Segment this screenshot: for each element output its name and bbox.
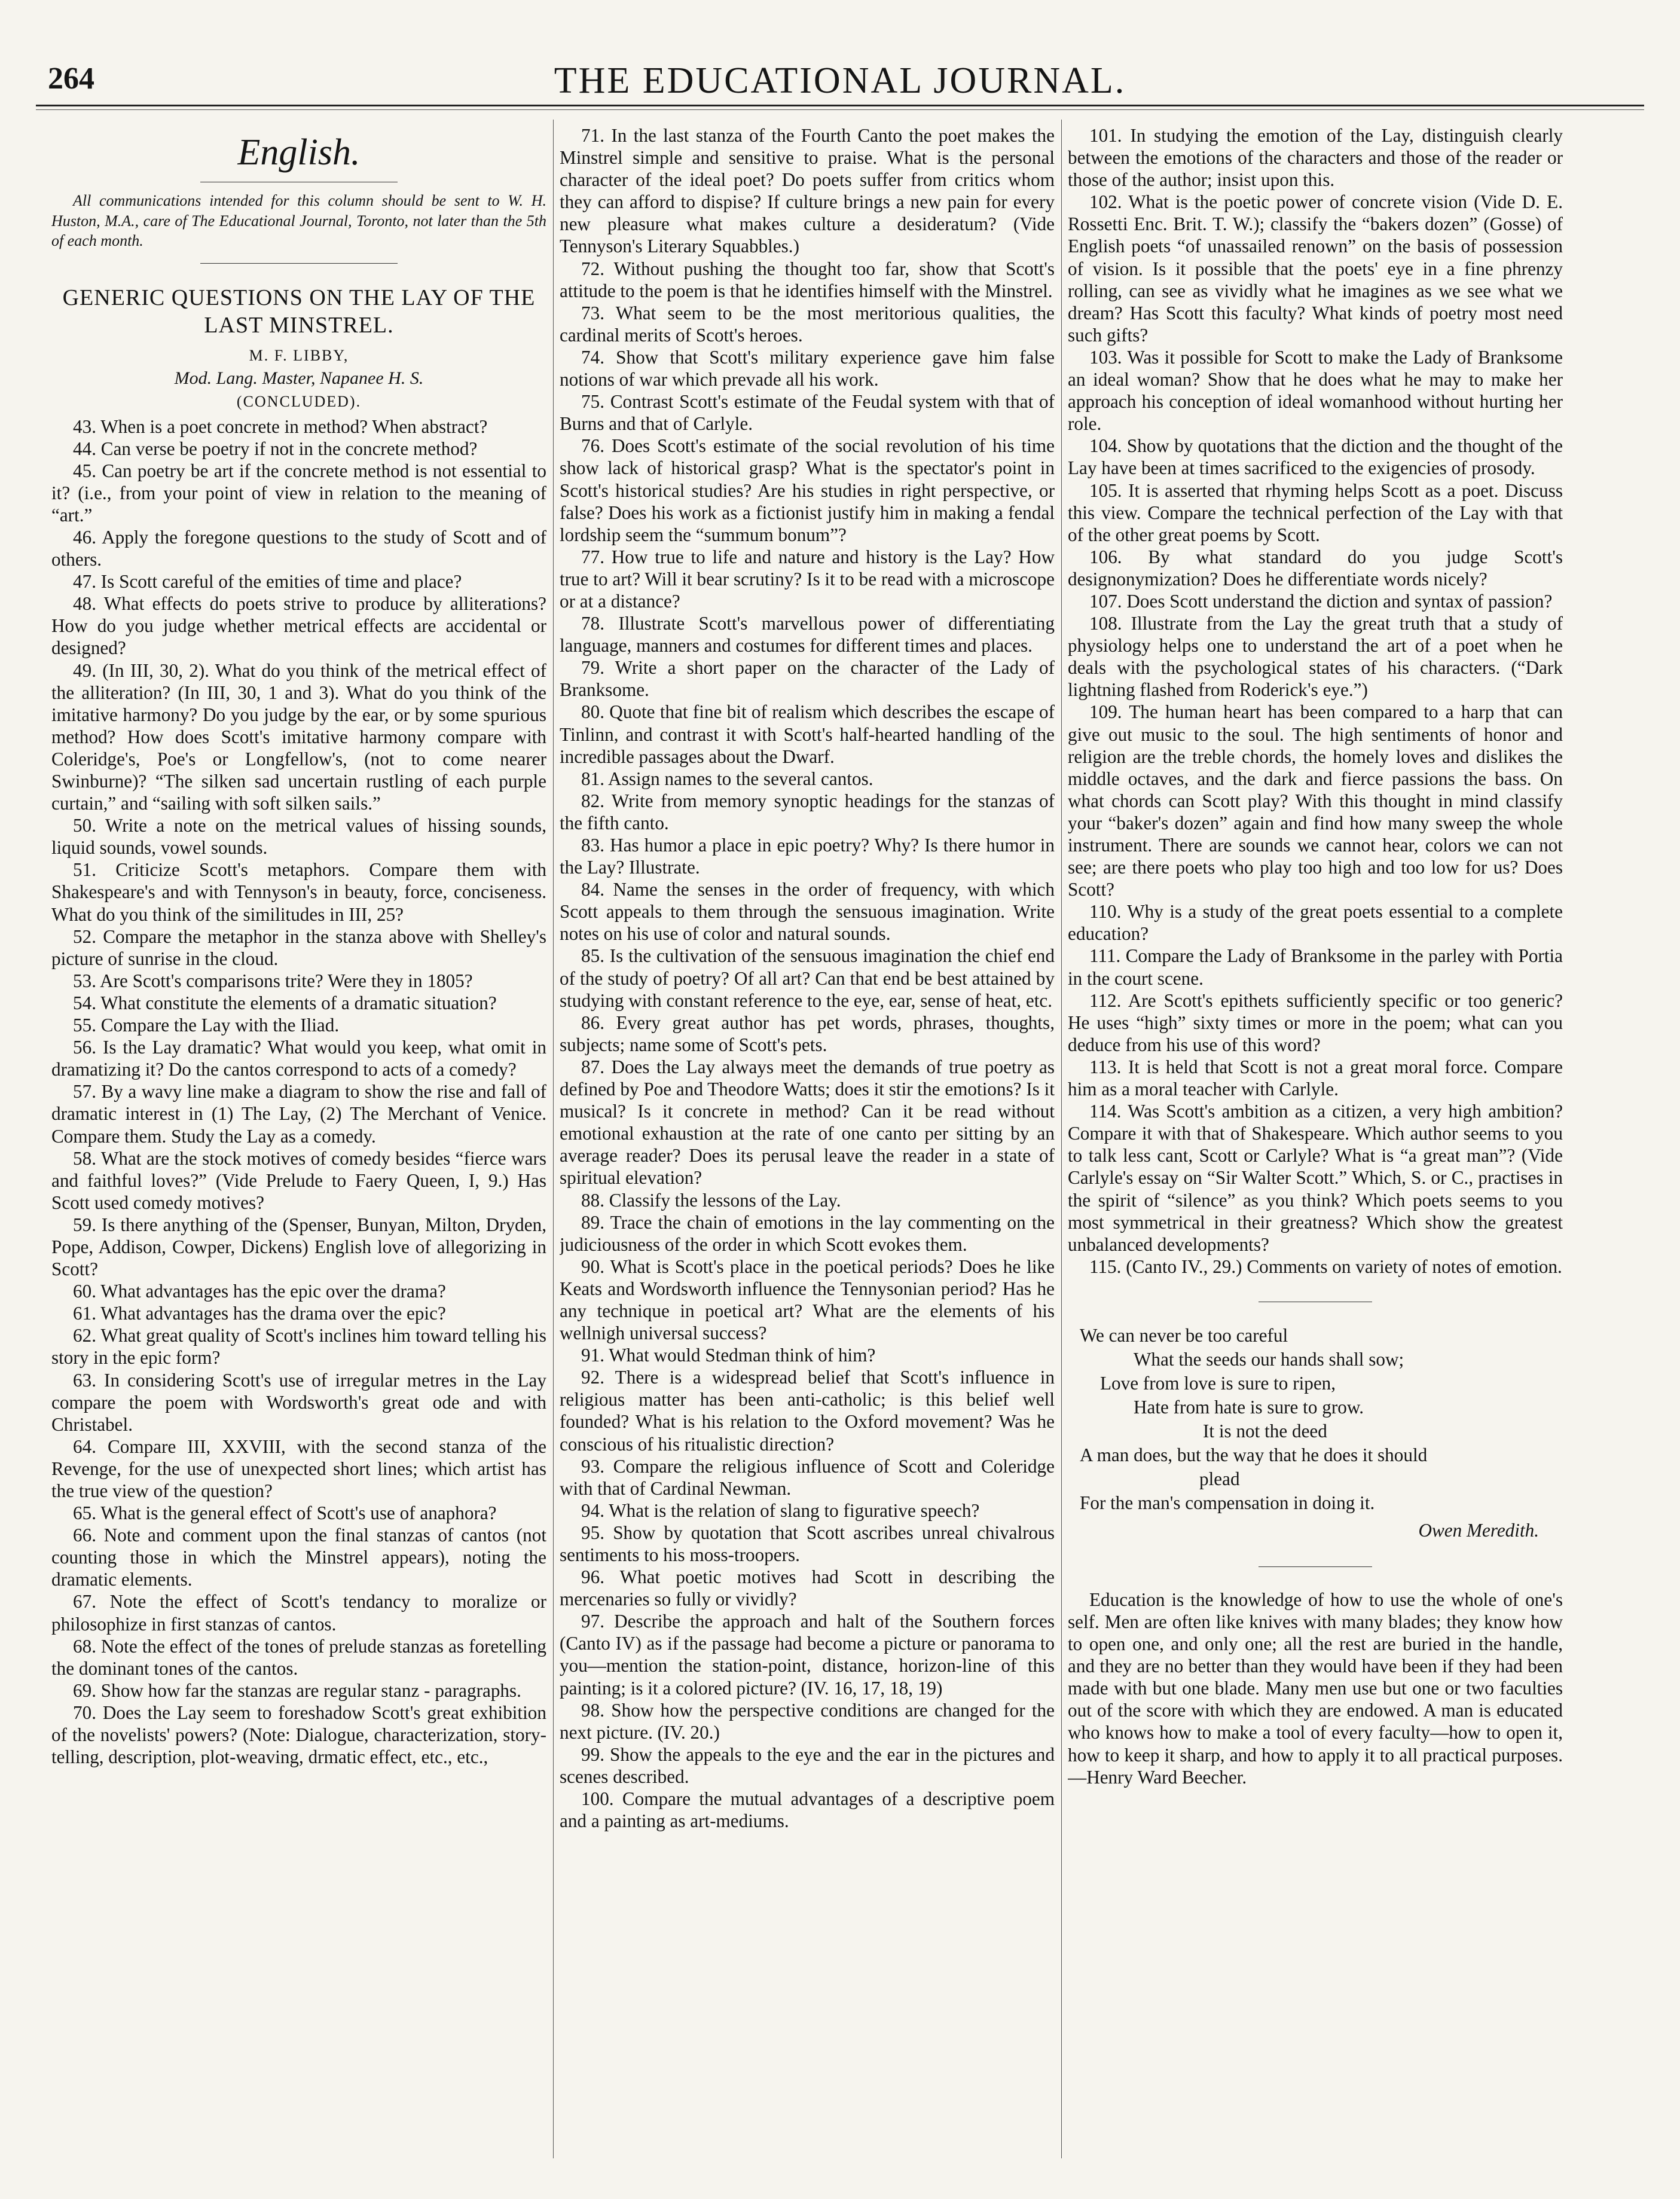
divider (200, 263, 398, 264)
page-number: 264 (48, 62, 94, 96)
column-three (1068, 124, 1563, 2157)
question-item: 53. Are Scott's comparisons trite? Were they in 1805? (73, 970, 473, 991)
question-item: 57. By a wavy line make a diagram to show the rise and fall of dramatic interest in (1) The Lay, (2) The Merchant of Venice. Compare them. Study the Lay as a comedy. (51, 1081, 546, 1147)
question-item: 99. Show the appeals to the eye and the ear in the pictures and scenes described. (560, 1743, 1055, 1787)
question-item: 90. What is Scott's place in the poetical periods? Does he like Keats and Wordsworth influence the Tennysonian period? Has he any technique in poetical art? What are the elements of his wellnigh universal success? (560, 1256, 1055, 1344)
header-rule (36, 105, 1644, 110)
question-item: 97. Describe the approach and halt of the Southern forces (Canto IV) as if the passage had become a picture or panorama to you—mention the station-point, distance, horizon-line of this painting; is it a colored picture? (IV. 16, 17, 18, 19) (560, 1611, 1055, 1699)
journal-title: THE EDUCATIONAL JOURNAL. (554, 60, 1126, 101)
question-item: 77. How true to life and nature and history is the Lay? How true to art? Will it bear scrutiny? Is it to be read with a microscope or at a distance? (560, 546, 1055, 612)
poem (1068, 1324, 1563, 1543)
question-item: 75. Contrast Scott's estimate of the Feudal system with that of Burns and that of Carlyle. (560, 391, 1055, 435)
question-item: 47. Is Scott careful of the emities of time and place? (73, 571, 462, 592)
question-item: 92. There is a widespread belief that Scott's influence in religious matter has been anti-catholic; is this belief well founded? What is his relation to the Oxford movement? Was he conscious of his ritualistic direction? (560, 1367, 1055, 1455)
question-item: 46. Apply the foregone questions to the study of Scott and of others. (51, 526, 546, 570)
question-item: 98. Show how the perspective conditions are changed for the next picture. (IV. 20.) (560, 1699, 1055, 1743)
question-item: 60. What advantages has the epic over the drama? (73, 1281, 446, 1302)
column-divider (553, 120, 554, 2158)
question-item: 72. Without pushing the thought too far, show that Scott's attitude to the poem is that he identifies himself with the Minstrel. (560, 258, 1055, 301)
question-item: 74. Show that Scott's military experience gave him false notions of war which prevade all his work. (560, 346, 1055, 390)
question-item: 86. Every great author has pet words, phrases, thoughts, subjects; name some of Scott's pets. (560, 1012, 1055, 1055)
article-status: (CONCLUDED). (236, 392, 362, 410)
question-item: 87. Does the Lay always meet the demands of true poetry as defined by Poe and Theodore Watts; does it stir the emotions? Is it musical? Is it concrete in method? Can it be read without emotional exhaustion at the rate of one canto per sitting by an average reader? Does its perusal leave the reader in a state of spiritual elevation? (560, 1056, 1055, 1189)
question-item: 67. Note the effect of Scott's tendancy to moralize or philosophize in first stanzas of cantos. (51, 1591, 546, 1635)
question-item: 110. Why is a study of the great poets essential to a complete education? (1068, 901, 1563, 945)
poem-line: We can never be too careful (1080, 1324, 1288, 1346)
article-title: GENERIC QUESTIONS ON THE LAY OF THE LAST MINSTREL. (62, 285, 536, 338)
question-item: 51. Criticize Scott's metaphors. Compare them with Shakespeare's and with Tennyson's in beauty, force, conciseness. What do you think of the similitudes in III, 25? (51, 859, 546, 925)
poem-line: For the man's compensation in doing it. (1080, 1492, 1375, 1513)
question-item: 50. Write a note on the metrical values of hissing sounds, liquid sounds, vowel sounds. (51, 815, 546, 859)
question-item: 79. Write a short paper on the character of the Lady of Branksome. (560, 657, 1055, 701)
question-item: 112. Are Scott's epithets sufficiently specific or too generic? He uses “high” sixty times or more in the poem; what can you deduce from his use of this word? (1068, 989, 1563, 1055)
question-item: 84. Name the senses in the order of frequency, with which Scott appeals to them through the sensuous imagination. Write notes on his use of color and natural sounds. (560, 879, 1055, 945)
question-item: 62. What great quality of Scott's inclines him toward telling his story in the epic form? (51, 1325, 546, 1369)
poem-line: plead (1199, 1468, 1240, 1489)
column-one (51, 124, 546, 2157)
question-item: 66. Note and comment upon the final stanzas of cantos (not counting those in which the Minstrel appears), noting the dramatic elements. (51, 1525, 546, 1590)
question-item: 88. Classify the lessons of the Lay. (581, 1189, 841, 1211)
question-item: 113. It is held that Scott is not a great moral force. Compare him as a moral teacher with Carlyle. (1068, 1056, 1563, 1100)
poem-line: What the seeds our hands shall sow; (1134, 1348, 1404, 1370)
question-item: 80. Quote that fine bit of realism which describes the escape of Tinlinn, and contrast it with Scott's half-hearted handling of the incredible passages about the Dwarf. (560, 701, 1055, 767)
question-item: 108. Illustrate from the Lay the great truth that a study of physiology helps one to understand the art of a poet when he deals with the psychological states of his characters. (“Dark lightning flashed from Roderick's eye.”) (1068, 613, 1563, 701)
question-item: 76. Does Scott's estimate of the social revolution of his time show lack of historical grasp? What is the spectator's point in Scott's historical studies? Are his studies in right perspective, or false? Does his work as a fictionist justify him in making a fendal lordship seem the “summum bonum”? (560, 435, 1055, 545)
question-item: 91. What would Stedman think of him? (581, 1345, 876, 1366)
question-item: 115. (Canto IV., 29.) Comments on variety of notes of emotion. (1089, 1256, 1562, 1277)
question-item: 82. Write from memory synoptic headings for the stanzas of the fifth canto. (560, 790, 1055, 833)
question-item: 45. Can poetry be art if the concrete method is not essential to it? (i.e., from your point of view in relation to the meaning of “art.” (51, 460, 546, 526)
question-item: 111. Compare the Lady of Branksome in the parley with Portia in the court scene. (1068, 945, 1563, 989)
question-item: 105. It is asserted that rhyming helps Scott as a poet. Discuss this view. Compare the technical perfection of the Lay with that of the other great poems by Scott. (1068, 479, 1563, 545)
divider (1259, 1566, 1372, 1567)
question-item: 48. What effects do poets strive to produce by alliterations? How do you judge whether metrical effects are accidental or designed? (51, 593, 546, 659)
poem-attribution: Owen Meredith. (1418, 1519, 1539, 1541)
poem-line: Love from love is sure to ripen, (1100, 1372, 1336, 1394)
question-item: 69. Show how far the stanzas are regular stanz - paragraphs. (73, 1679, 521, 1701)
poem-line: Hate from hate is sure to grow. (1134, 1396, 1364, 1418)
question-item: 68. Note the effect of the tones of prelude stanzas as foretelling the dominant tones of the cantos. (51, 1635, 546, 1679)
question-item: 64. Compare III, XXVIII, with the second stanza of the Revenge, for the use of unexpected short lines; which artist has the true view of the question? (51, 1436, 546, 1501)
column-divider (1061, 120, 1062, 2158)
question-item: 49. (In III, 30, 2). What do you think of the metrical effect of the alliteration? (In III, 30, 1 and 3). What do you think of the imitative harmony? Do you judge by the ear, or by some spurious method? How does Scott's imitative harmony compare with Coleridge's, Poe's or Longfellow's, (not to come nearer Swinburne)? “The silken sad uncertain rustling of each purple curtain,” and “sailing with soft silken sails.” (51, 659, 546, 814)
question-item: 43. When is a poet concrete in method? When abstract? (73, 416, 488, 437)
question-item: 102. What is the poetic power of concrete vision (Vide D. E. Rossetti Enc. Brit. T. W.); classify the “bakers dozen” (Gosse) of English poets “of unassailed renown” on the basis of possession of vision. Is it possible that the poets' eye in a fine phrenzy rolling, can see as vividly what he imagines as we see what we dream? Has Scott this faculty? What kinds of poetry most need such gifts? (1068, 191, 1563, 346)
question-item: 103. Was it possible for Scott to make the Lady of Branksome an ideal woman? Show that he does what he may to make her approach his conception of ideal womanhood without hurting her role. (1068, 346, 1563, 435)
question-item: 106. By what standard do you judge Scott's designonymization? Does he differentiate words nicely? (1068, 546, 1563, 590)
question-item: 85. Is the cultivation of the sensuous imagination the chief end of the study of poetry? Of all art? Can that end be best attained by studying with constant reference to the eye, ear, sense of heat, etc. (560, 945, 1055, 1011)
question-item: 94. What is the relation of slang to figurative speech? (581, 1499, 980, 1521)
question-item: 56. Is the Lay dramatic? What would you keep, what omit in dramatizing it? Do the cantos correspond to acts of a comedy? (51, 1037, 546, 1080)
question-item: 93. Compare the religious influence of Scott and Coleridge with that of Cardinal Newman. (560, 1455, 1055, 1499)
editorial-notice: All communications intended for this column should be sent to W. H. Huston, M.A., care of The Educational Journal, Toronto, not later than the 5th of each month. (51, 192, 546, 249)
question-item: 89. Trace the chain of emotions in the lay commenting on the judiciousness of the order in which Scott evokes them. (560, 1211, 1055, 1255)
question-item: 78. Illustrate Scott's marvellous power of differentiating language, manners and costumes for different times and places. (560, 613, 1055, 656)
question-item: 63. In considering Scott's use of irregular metres in the Lay compare the poem with Wordsworth's great ode and with Christabel. (51, 1369, 546, 1435)
question-item: 65. What is the general effect of Scott's use of anaphora? (73, 1502, 497, 1524)
question-item: 61. What advantages has the drama over the epic? (73, 1303, 446, 1324)
question-item: 95. Show by quotation that Scott ascribes unreal chivalrous sentiments to his moss-troopers. (560, 1522, 1055, 1565)
question-item: 107. Does Scott understand the diction and syntax of passion? (1089, 590, 1553, 612)
question-item: 55. Compare the Lay with the Iliad. (73, 1015, 340, 1036)
question-item: 83. Has humor a place in epic poetry? Why? Is there humor in the Lay? Illustrate. (560, 835, 1055, 878)
article-author: M. F. LIBBY, (249, 346, 349, 364)
question-item: 59. Is there anything of the (Spenser, Bunyan, Milton, Dryden, Pope, Addison, Cowper, Dickens) English love of allegorizing in Scott? (51, 1214, 546, 1280)
question-item: 71. In the last stanza of the Fourth Canto the poet makes the Minstrel simple and sensitive to praise. What is the personal character of the ideal poet? Do poets suffer from critics whom they can afford to dispise? If culture brings a new pain for every new pleasure what makes culture a desideratum? (Vide Tennyson's Literary Squabbles.) (560, 125, 1055, 257)
question-item: 58. What are the stock motives of comedy besides “fierce wars and faithful loves?” (Vide Prelude to Faery Queen, I, 9.) Has Scott used comedy motives? (51, 1147, 546, 1213)
author-position: Mod. Lang. Master, Napanee H. S. (174, 368, 424, 388)
question-item: 114. Was Scott's ambition as a citizen, a very high ambition? Compare it with that of Shakespeare. Which author seems to you to talk less cant, Scott or Carlyle? What is “a great man”? (Vide Carlyle's essay on “Sir Walter Scott.” Which, S. or C., practises in the spirit of “silence” as you think? Which poets seems to you most symmetrical in their greatness? Which show the greatest unbalanced developments? (1068, 1101, 1563, 1255)
question-item: 96. What poetic motives had Scott in describing the mercenaries so fully or vividly? (560, 1566, 1055, 1610)
poem-line: It is not the deed (1203, 1420, 1327, 1441)
poem-line: A man does, but the way that he does it should (1080, 1444, 1428, 1465)
column-two (560, 124, 1055, 2157)
education-quote: Education is the knowledge of how to use the whole of one's self. Men are often like knives with many blades; they know how to open one, and only one; all the rest are buried in the handle, and they are no better than they would have been if they had been made with but one blade. Many men use but one or two faculties out of the score with which they are endowed. A man is educated who knows how to make a tool of every faculty—how to open it, how to keep it sharp, and how to apply it to all practical purposes.—Henry Ward Beecher. (1068, 1589, 1563, 1788)
question-item: 100. Compare the mutual advantages of a descriptive poem and a painting as art-mediums. (560, 1788, 1055, 1832)
question-item: 81. Assign names to the several cantos. (581, 768, 873, 789)
question-item: 104. Show by quotations that the diction and the thought of the Lay have been at times sacrificed to the exigencies of prosody. (1068, 435, 1563, 479)
question-item: 101. In studying the emotion of the Lay, distinguish clearly between the emotions of the characters and those of the reader or those of the author; insist upon this. (1068, 125, 1563, 191)
department-heading: English. (237, 132, 361, 173)
question-item: 52. Compare the metaphor in the stanza above with Shelley's picture of sunrise in the cloud. (51, 926, 546, 969)
question-item: 44. Can verse be poetry if not in the concrete method? (73, 438, 478, 459)
question-item: 54. What constitute the elements of a dramatic situation? (73, 992, 497, 1013)
question-item: 73. What seem to be the most meritorious qualities, the cardinal merits of Scott's heroes. (560, 302, 1055, 346)
question-item: 70. Does the Lay seem to foreshadow Scott's great exhibition of the novelists' powers? (Note: Dialogue, characterization, story-telling, description, plot-weaving, drmatic effect, etc., etc., (51, 1702, 546, 1768)
question-item: 109. The human heart has been compared to a harp that can give out music to the soul. The high sentiments of honor and religion are the treble chords, the homely loves and dislikes the middle octaves, and the dark and fierce passions the bass. On what chords can Scott play? With this thought in mind classify your “baker's dozen” again and find how many sweep the whole instrument. There are sounds we cannot hear, colors we can not see; are there poets who play too high and too low for us? Does Scott? (1068, 701, 1563, 900)
